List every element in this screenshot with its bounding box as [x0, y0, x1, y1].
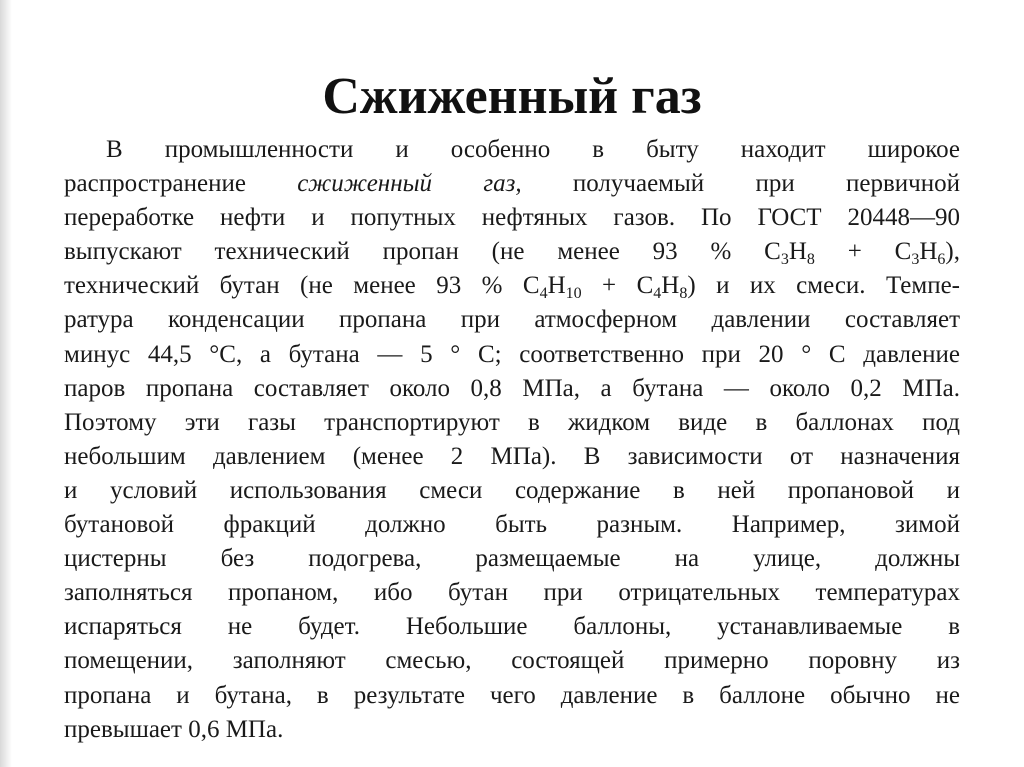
text-line-3 — [64, 201, 960, 235]
text-segment: ) и их смеси. Темпе- — [687, 272, 960, 300]
text-segment: превышает 0,6 МПа. — [64, 715, 284, 743]
text-line-8 — [64, 372, 960, 406]
text-segment: Поэтому эти газы транспортируют в жидком виде в баллонах под — [64, 408, 960, 436]
text-segment: выпускают технический пропан (не менее 93 % — [64, 238, 765, 266]
text-line-16 — [64, 644, 960, 678]
text-segment: В промышленности и особенно в быту находит широкое — [106, 136, 960, 163]
text-line-17 — [64, 679, 960, 713]
text-line-1 — [64, 133, 960, 167]
formula-element: С — [764, 238, 781, 266]
formula-subscript: 4 — [539, 285, 548, 303]
text-segment: и условий использования смеси содержание в ней пропановой и — [64, 476, 960, 504]
text-line-6 — [64, 303, 960, 337]
formula-subscript: 8 — [679, 285, 688, 303]
formula-propane — [764, 238, 815, 269]
text-line-4 — [64, 235, 960, 269]
formula-propylene — [894, 238, 946, 269]
text-line-12 — [64, 508, 960, 542]
text-line-9 — [64, 406, 960, 440]
formula-element: Н — [788, 238, 807, 266]
text-line-2 — [64, 167, 960, 201]
slide-title: Сжиженный газ — [322, 68, 702, 125]
text-segment: небольшим давлением (менее 2 МПа). В зависимости от назначения — [64, 442, 960, 470]
text-line-13 — [64, 542, 960, 576]
text-segment: пропана и бутана, в результате чего давление в баллоне обычно не — [64, 681, 960, 709]
text-segment: паров пропана составляет около 0,8 МПа, а бутана — около 0,2 МПа. — [64, 374, 960, 402]
text-segment: технический бутан (не менее 93 % — [64, 272, 523, 300]
text-segment: испаряться не будет. Небольшие баллоны, устанавливаемые в — [64, 613, 960, 641]
text-segment: минус 44,5 °С, а бутана — 5 ° С; соответственно при 20 ° С давление — [64, 340, 960, 368]
formula-subscript: 10 — [565, 285, 582, 303]
formula-subscript: 6 — [937, 251, 946, 269]
text-segment: + — [581, 272, 637, 300]
text-line-5 — [64, 269, 960, 303]
formula-subscript: 8 — [806, 251, 815, 269]
text-segment: цистерны без подогрева, размещаемые на улице, должны — [64, 545, 960, 573]
text-line-15 — [64, 610, 960, 644]
formula-butylene — [636, 272, 688, 303]
formula-butane — [522, 272, 582, 303]
text-segment: получаемый при первичной — [521, 170, 960, 198]
text-segment: переработке нефти и попутных нефтяных газов. По ГОСТ 20448—90 — [64, 204, 960, 232]
formula-element: Н — [661, 272, 680, 300]
text-segment: + — [814, 238, 895, 266]
slide-body-text — [64, 133, 960, 747]
text-line-10 — [64, 440, 960, 474]
formula-subscript: 3 — [911, 251, 920, 269]
emphasized-term: сжиженный газ, — [297, 170, 522, 198]
text-segment: ), — [945, 238, 960, 266]
formula-element: С — [636, 272, 654, 300]
formula-element: С — [894, 238, 912, 266]
text-segment: бутановой фракций должно быть разным. Например, зимой — [64, 511, 960, 539]
text-line-7 — [64, 338, 960, 372]
text-line-11 — [64, 474, 960, 508]
text-segment: помещении, заполняют смесью, состоящей примерно поровну из — [64, 647, 960, 675]
formula-subscript: 4 — [653, 285, 662, 303]
text-line-14 — [64, 576, 960, 610]
formula-element: Н — [919, 238, 938, 266]
formula-subscript: 3 — [780, 251, 789, 269]
formula-element: Н — [547, 272, 566, 300]
text-segment: распространение — [64, 170, 298, 198]
formula-element: С — [522, 272, 540, 300]
text-line-18 — [64, 713, 960, 747]
text-segment: ратура конденсации пропана при атмосферном давлении составляет — [64, 306, 960, 334]
text-segment: заполняться пропаном, ибо бутан при отрицательных температурах — [64, 579, 960, 607]
